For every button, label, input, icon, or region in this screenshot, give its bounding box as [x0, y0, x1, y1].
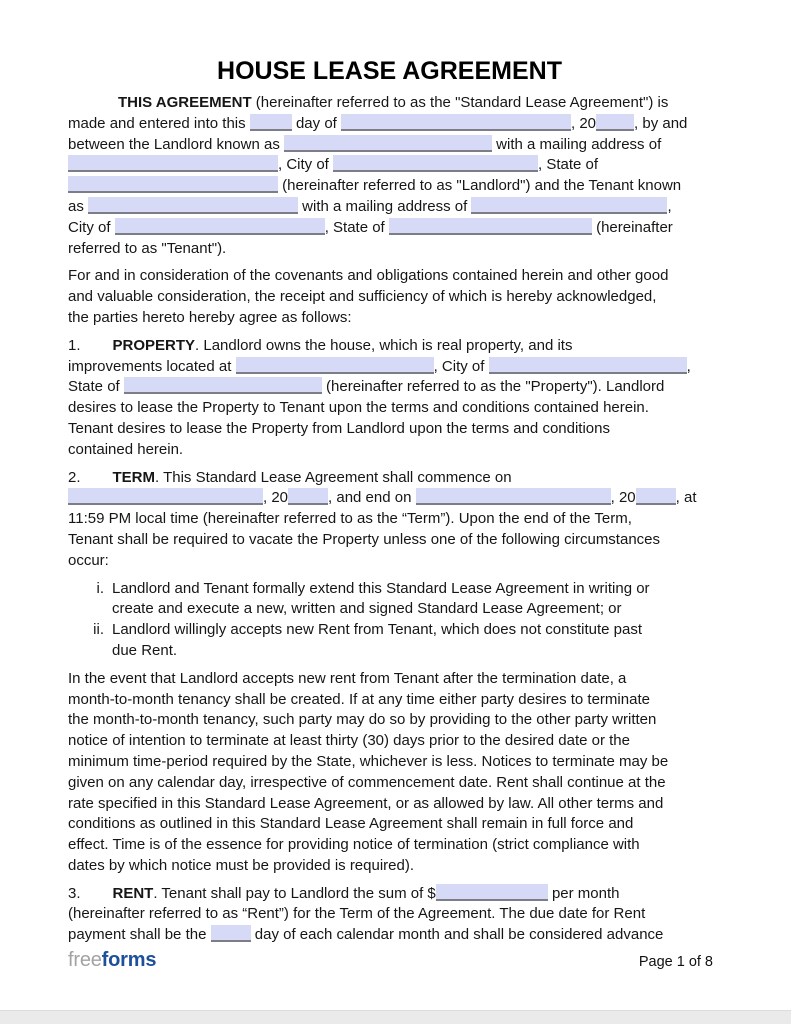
text-line [112, 599, 711, 620]
text-run: month-to-month tenancy shall be created. If at any time either party desires to terminate [68, 690, 650, 708]
text-line [68, 551, 711, 572]
document-title: HOUSE LEASE AGREEMENT [217, 57, 562, 85]
text-run: For and in consideration of the covenants and obligations contained herein and other good [68, 267, 669, 285]
page-bottom-edge [0, 1010, 791, 1024]
text-run: with a mailing address of [491, 135, 662, 153]
list-item [68, 579, 711, 621]
text-run: conditions as outlined in this Standard Lease Agreement shall remain in full force and [68, 815, 634, 833]
form-blank-field[interactable] [284, 135, 492, 152]
text-run: between the Landlord known as [68, 135, 284, 153]
form-blank-field[interactable] [115, 218, 325, 235]
text-run: (hereinafter referred to as the "Property"). Landlord [321, 378, 665, 396]
list-marker: ii. [93, 621, 104, 639]
text-line [68, 218, 711, 239]
text-line [68, 669, 711, 690]
text-run: and valuable consideration, the receipt and sufficiency of which is hereby acknowledged, [68, 288, 657, 306]
text-line [68, 357, 711, 378]
form-blank-field[interactable] [68, 488, 263, 505]
text-run: the parties hereto hereby agree as follows: [68, 308, 352, 326]
form-blank-field[interactable] [636, 488, 676, 505]
bold-text-run: TERM [112, 468, 156, 486]
text-run: . This Standard Lease Agreement shall commence on [155, 468, 512, 486]
form-blank-field[interactable] [333, 155, 538, 172]
text-run: City of [68, 218, 115, 236]
text-line [68, 377, 711, 398]
text-line [68, 440, 711, 461]
text-line [112, 641, 711, 662]
text-run: , City of [433, 357, 489, 375]
text-run: (hereinafter referred to as “Rent”) for the Term of the Agreement. The due date for Rent [68, 905, 646, 923]
text-run: Tenant shall be required to vacate the Property unless one of the following circumstances [68, 530, 661, 548]
text-line [68, 925, 711, 946]
text-line [68, 114, 711, 135]
freeforms-logo[interactable] [68, 948, 156, 972]
form-blank-field[interactable] [389, 218, 592, 235]
page-number: Page 1 of 8 [638, 954, 713, 970]
text-line [68, 266, 711, 287]
text-line [68, 176, 711, 197]
text-run: , 20 [571, 114, 597, 132]
text-line [68, 419, 711, 440]
tab-spacer [81, 481, 113, 482]
form-blank-field[interactable] [211, 925, 251, 942]
text-line [68, 773, 711, 794]
text-run: , and end on [328, 489, 416, 507]
form-blank-field[interactable] [236, 357, 434, 374]
text-run: day of each calendar month and shall be considered advance [250, 926, 664, 944]
text-line [68, 690, 711, 711]
paragraph [68, 669, 711, 877]
tab-spacer [68, 106, 118, 107]
form-blank-field[interactable] [288, 488, 328, 505]
form-blank-field[interactable] [68, 155, 278, 172]
text-run: given on any calendar day, irrespective of commencement date. Rent shall continue at the [68, 773, 666, 791]
text-run: referred to as "Tenant"). [68, 239, 227, 257]
paragraph [68, 93, 711, 259]
text-run: In the event that Landlord accepts new rent from Tenant after the termination date, a [68, 669, 627, 687]
text-run: Landlord and Tenant formally extend this Standard Lease Agreement in writing or [112, 579, 650, 597]
text-line [68, 509, 711, 530]
text-line [68, 155, 711, 176]
text-line [68, 135, 711, 156]
list-item [68, 620, 711, 662]
text-run: , State of [324, 218, 389, 236]
text-line [68, 197, 711, 218]
form-blank-field[interactable] [341, 114, 571, 131]
text-run: (hereinafter referred to as the "Standard Lease Agreement") is [251, 94, 669, 111]
text-line [68, 287, 711, 308]
text-run: the month-to-month tenancy, such party may do so by providing to the other party written [68, 711, 657, 729]
text-run: improvements located at [68, 357, 236, 375]
bold-text-run: RENT [112, 884, 154, 902]
text-run: , by and [634, 114, 688, 132]
document-body [68, 93, 711, 946]
paragraph [68, 266, 711, 328]
form-blank-field[interactable] [68, 176, 278, 193]
text-run: 3. [68, 884, 81, 902]
form-blank-field[interactable] [489, 357, 687, 374]
form-blank-field[interactable] [250, 114, 292, 131]
text-run: . Landlord owns the house, which is real property, and its [195, 336, 573, 354]
text-run: rate specified in this Standard Lease Agreement, or as allowed by law. All other terms and [68, 794, 664, 812]
bold-text-run: PROPERTY [112, 336, 196, 354]
brand-free-text: free [68, 949, 102, 971]
text-run: day of [291, 114, 341, 132]
form-blank-field[interactable] [88, 197, 298, 214]
text-run: as [68, 197, 89, 215]
tab-spacer [81, 897, 113, 898]
list-item-text [112, 620, 711, 662]
text-line [68, 884, 711, 905]
text-run: contained herein. [68, 440, 184, 458]
roman-numeral-list [68, 579, 711, 662]
text-line [68, 530, 711, 551]
text-line [68, 308, 711, 329]
text-run: , City of [278, 156, 334, 174]
list-item-text [112, 579, 711, 621]
list-marker: i. [96, 579, 104, 597]
text-line [68, 488, 711, 509]
text-run: (hereinafter [591, 218, 673, 236]
form-blank-field[interactable] [124, 377, 322, 394]
text-line [112, 579, 711, 600]
paragraph [68, 884, 711, 946]
text-line [68, 835, 711, 856]
text-run: , 20 [263, 489, 289, 507]
text-run: , at [675, 489, 697, 507]
text-run: occur: [68, 551, 109, 569]
text-line [68, 710, 711, 731]
text-line [68, 468, 711, 489]
text-run: minimum time-period required by the State, whichever is less. Notices to terminate may be [68, 752, 669, 770]
tab-spacer [81, 349, 113, 350]
text-line [68, 904, 711, 925]
page-footer [68, 948, 713, 972]
text-line [68, 93, 711, 114]
text-run: 2. [68, 468, 81, 486]
text-line [68, 731, 711, 752]
text-run: effect. Time is of the essence for providing notice of termination (strict compliance with [68, 836, 640, 854]
text-run: , 20 [610, 489, 636, 507]
text-run: create and execute a new, written and signed Standard Lease Agreement; or [112, 600, 622, 618]
text-run: 11:59 PM local time (hereinafter referred to as the “Term”). Upon the end of the Term, [68, 510, 632, 528]
text-run: payment shall be the [68, 926, 211, 944]
text-run: Landlord willingly accepts new Rent from Tenant, which does not constitute past [112, 621, 643, 639]
text-run: (hereinafter referred to as "Landlord") and the Tenant known [278, 177, 682, 195]
text-run: State of [68, 378, 124, 396]
text-run: Tenant desires to lease the Property from Landlord upon the terms and conditions [68, 419, 610, 437]
paragraph [68, 468, 711, 572]
text-run: notice of intention to terminate at least thirty (30) days prior to the desired date or the [68, 732, 630, 750]
text-line [68, 794, 711, 815]
text-run: made and entered into this [68, 114, 250, 132]
text-line [68, 814, 711, 835]
text-line [68, 336, 711, 357]
text-run: desires to lease the Property to Tenant upon the terms and conditions contained herein. [68, 399, 649, 417]
form-blank-field[interactable] [416, 488, 611, 505]
text-run: , [667, 197, 672, 215]
text-run: , [686, 357, 691, 375]
form-blank-field[interactable] [471, 197, 667, 214]
text-line [68, 239, 711, 260]
text-run: due Rent. [112, 641, 178, 659]
text-run: per month [547, 884, 620, 902]
text-run: , State of [538, 156, 599, 174]
form-blank-field[interactable] [436, 884, 548, 901]
paragraph [68, 336, 711, 461]
text-run: . Tenant shall pay to Landlord the sum of $ [153, 884, 436, 902]
text-run: 1. [68, 336, 81, 354]
text-line [112, 620, 711, 641]
form-blank-field[interactable] [596, 114, 634, 131]
text-run: dates by which notice must be provided is required). [68, 856, 415, 874]
brand-forms-text: forms [101, 949, 157, 971]
bold-text-run: THIS AGREEMENT [118, 94, 252, 111]
text-line [68, 752, 711, 773]
text-line [68, 398, 711, 419]
text-line [68, 856, 711, 877]
text-run: with a mailing address of [298, 197, 472, 215]
